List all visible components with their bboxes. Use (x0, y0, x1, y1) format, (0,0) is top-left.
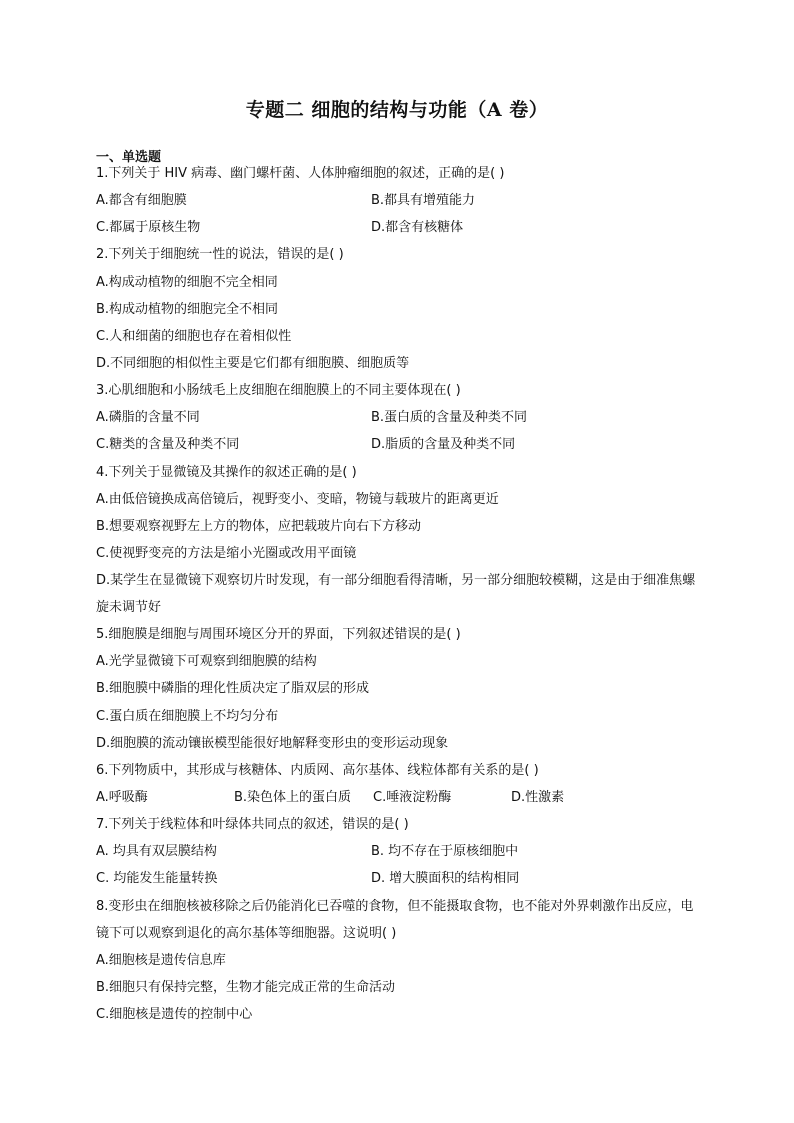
question-5-stem: 5.细胞膜是细胞与周围环境区分开的界面，下列叙述错误的是( ) (96, 627, 461, 643)
question-6-option-b: B.染色体上的蛋白质 (234, 789, 352, 805)
question-5-option-d: D.细胞膜的流动镶嵌模型能很好地解释变形虫的变形运动现象 (96, 735, 449, 751)
question-6-option-d: D.性激素 (511, 789, 565, 805)
question-8-option-a: A.细胞核是遗传信息库 (96, 952, 226, 968)
question-4-option-d: D.某学生在显微镜下观察切片时发现，有一部分细胞看得清晰，另一部分细胞较模糊，这是由于细准焦螺旋未调节好 (96, 573, 696, 616)
question-2-option-b: B.构成动植物的细胞完全不相同 (96, 301, 279, 317)
question-6-stem: 6.下列物质中，其形成与核糖体、内质网、高尔基体、线粒体都有关系的是( ) (96, 762, 539, 778)
question-7-option-b: B. 均不存在于原核细胞中 (371, 844, 519, 860)
question-3-option-d: D.脂质的含量及种类不同 (371, 437, 516, 453)
question-4-stem: 4.下列关于显微镜及其操作的叙述正确的是( ) (96, 464, 357, 480)
question-3-option-a: A.磷脂的含量不同 (96, 410, 200, 426)
question-3-option-b: B.蛋白质的含量及种类不同 (371, 410, 528, 426)
question-3-options-row-1 (96, 404, 706, 431)
question-7-option-c: C. 均能发生能量转换 (96, 871, 218, 887)
question-1-options-row-2 (96, 214, 706, 241)
section-heading: 一、单选题 (96, 150, 162, 165)
question-2-option-d: D.不同细胞的相似性主要是它们都有细胞膜、细胞质等 (96, 355, 410, 371)
question-7-option-d: D. 增大膜面积的结构相同 (371, 871, 520, 887)
question-2-stem: 2.下列关于细胞统一性的说法，错误的是( ) (96, 247, 344, 263)
question-1-options-row-1 (96, 187, 706, 214)
question-1-stem: 1.下列关于 HIV 病毒、幽门螺杆菌、人体肿瘤细胞的叙述，正确的是( ) (96, 166, 505, 181)
question-4-option-b: B.想要观察视野左上方的物体，应把载玻片向右下方移动 (96, 518, 422, 534)
question-3-stem: 3.心肌细胞和小肠绒毛上皮细胞在细胞膜上的不同主要体现在( ) (96, 383, 461, 399)
question-3-options-row-2 (96, 431, 706, 458)
question-1-option-c: C.都属于原核生物 (96, 220, 201, 236)
question-2-option-a: A.构成动植物的细胞不完全相同 (96, 274, 278, 290)
question-5-option-b: B.细胞膜中磷脂的理化性质决定了脂双层的形成 (96, 681, 370, 697)
question-6-option-c: C.唾液淀粉酶 (373, 789, 452, 805)
question-1-option-d: D.都含有核糖体 (371, 220, 464, 236)
question-4-option-c: C.使视野变亮的方法是缩小光圈或改用平面镜 (96, 545, 357, 561)
question-8-stem: 8.变形虫在细胞核被移除之后仍能消化已吞噬的食物，但不能摄取食物，也不能对外界刺激作出反应，电镜下可以观察到退化的高尔基体等细胞器。这说明( ) (96, 898, 694, 941)
question-6-options-row (96, 784, 706, 811)
question-8-option-b: B.细胞只有保持完整，生物才能完成正常的生命活动 (96, 979, 396, 995)
question-7-options-row-1 (96, 838, 706, 865)
question-list (96, 160, 706, 1028)
question-8-option-c: C.细胞核是遗传的控制中心 (96, 1006, 253, 1022)
question-5-option-c: C.蛋白质在细胞膜上不均匀分布 (96, 708, 279, 724)
question-1-option-a: A.都含有细胞膜 (96, 193, 187, 209)
question-1-option-b: B.都具有增殖能力 (371, 193, 476, 209)
question-7-options-row-2 (96, 865, 706, 892)
question-5-option-a: A.光学显微镜下可观察到细胞膜的结构 (96, 654, 317, 670)
question-2-option-c: C.人和细菌的细胞也存在着相似性 (96, 328, 292, 344)
question-4-option-a: A.由低倍镜换成高倍镜后，视野变小、变暗，物镜与载玻片的距离更近 (96, 491, 499, 507)
question-7-stem: 7.下列关于线粒体和叶绿体共同点的叙述，错误的是( ) (96, 817, 409, 833)
page-title: 专题二 细胞的结构与功能（A 卷） (245, 99, 549, 121)
question-3-option-c: C.糖类的含量及种类不同 (96, 437, 240, 453)
question-6-option-a: A.呼吸酶 (96, 789, 148, 805)
question-7-option-a: A. 均具有双层膜结构 (96, 844, 217, 860)
